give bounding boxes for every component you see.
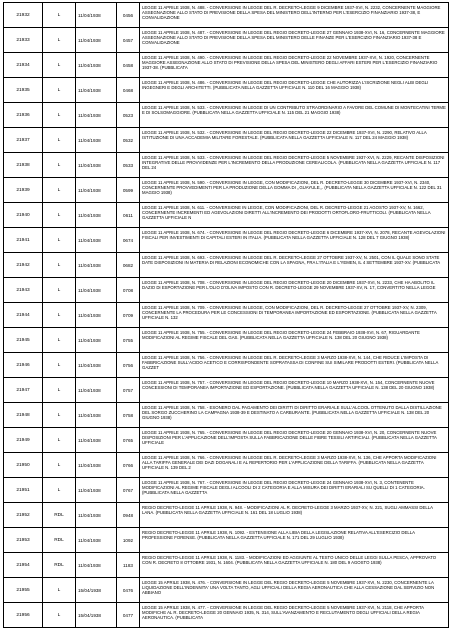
record-number: 21955 (4, 578, 43, 603)
record-text (140, 178, 449, 203)
record-number: 21952 (4, 503, 43, 528)
table-row (4, 53, 449, 78)
table-row (4, 28, 449, 53)
record-date: 11/04/1938 (76, 478, 117, 503)
record-type: L (43, 253, 76, 278)
table-row (4, 428, 449, 453)
record-text-content: LEGGE 11 APRILE 1938, N. 590. - CONVERSIONE IN LEGGE, CON MODIFICAZIONI, DEL R. DECRETO-LEGGE 30 DICEMBRE 1937-XVI, N. 2340, CONCERNENTE PROVVEDIMENTI PER LA PRODUZIONE DELLA GOMMA DI ,,GUAYULE,,. (PUBBLICATA NELLA GAZZETTA UFFICIALE N. 122 DEL 31 MAGGIO 1938) (142, 180, 442, 195)
record-number: 21941 (4, 228, 43, 253)
record-text (140, 478, 449, 503)
record-text (140, 503, 449, 528)
record-page: 0765 (117, 428, 140, 453)
record-type: L (43, 328, 76, 353)
record-date: 11/04/1938 (76, 78, 117, 103)
record-page: 0477 (117, 603, 140, 628)
record-page: 0674 (117, 228, 140, 253)
record-number: 21939 (4, 178, 43, 203)
table-row (4, 353, 449, 378)
record-text-content: LEGGE 11 APRILE 1938, N. 486. - CONVERSIONE IN LEGGE DEL REGIO DECRETO-LEGGE CHE AUTORIZZA L'ISCRIZIONE NEGLI ALBI DEGLI INGEGNERI E DEGLI ARCHITETTI. (PUBBLICATA NELLA GAZZETTA UFFICIALE N. 110 DEL 16 MAGGIO 1938) (142, 80, 429, 90)
record-date: 11/04/1938 (76, 553, 117, 578)
record-text-content: LEGGE 11 APRILE 1938, N. 490. - CONVERSIONE IN LEGGE DEL REGIO DECRETO-LEGGE 22 NOVEMBRE 1937-XVI, N. 1920, CONCERNENTE MAGGIORE ASSEGNAZIONE ALLO STATO DI PREVISIONE DELLA SPESA DEL MINISTERO DEGLI AFFARI ESTERI PER L'ESERCIZIO FINANZIARIO 1937-38. (PUBBLICATA (142, 55, 438, 70)
record-type: L (43, 378, 76, 403)
table-row (4, 278, 449, 303)
record-page: 1183 (117, 553, 140, 578)
record-type: L (43, 153, 76, 178)
record-text-content: REGIO DECRETO-LEGGE 11 APRILE 1938, N. 1092. - ESTENSIONE ALLA LIBIA DELLA LEGISLAZIONE RELATIVA ALL'ESERCIZIO DELLA PROFESSIONE FORENSE. (PUBBLICATA NELLA GAZZETTA UFFICIALE N. 171 DEL 29 LUGLIO 1938) (142, 530, 415, 540)
table-row (4, 78, 449, 103)
record-date: 11/04/1938 (76, 503, 117, 528)
record-text (140, 553, 449, 578)
record-text (140, 328, 449, 353)
record-page: 0533 (117, 153, 140, 178)
record-number: 21935 (4, 78, 43, 103)
record-page: 0948 (117, 503, 140, 528)
record-text (140, 303, 449, 328)
records-table-body (4, 3, 449, 628)
table-row (4, 503, 449, 528)
record-number: 21944 (4, 303, 43, 328)
record-page: 0709 (117, 303, 140, 328)
record-text-content: LEGGE 15 APRILE 1938, N. 476. - CONVERSIONE IN LEGGE DEL REGIO DECRETO-LEGGE 5 NOVEMBRE 1937-XVI, N. 2230, CONCERNENTE LA LIQUIDAZIONE DELL'INDENNITA' UNA VOLTA TANTO, AGLI UFFICIALI DELLA REGIA AERONAUTICA CHE ALLA CESSAZIONE DAL SERVIZIO NON ABBIANO (142, 580, 435, 595)
record-page: 0476 (117, 578, 140, 603)
record-type: RDL (43, 503, 76, 528)
record-type: L (43, 128, 76, 153)
table-row (4, 478, 449, 503)
record-text-content: LEGGE 11 APRILE 1938, N. 757. - CONVERSIONE IN LEGGE DEL REGIO DECRETO-LEGGE 10 MARZO 1938-XVI, N. 154, CONCERNENTE NUOVE CONCESSIONI DI TEMPORANEA IMPORTAZIONE ED ESPORTAZIONE. (PUBBLICATA NELLA GAZZETTA UFFICIALE N. 138 DEL 20 GIUGNO 1938) (142, 380, 435, 390)
record-text (140, 53, 449, 78)
record-date: 11/04/1938 (76, 228, 117, 253)
record-date: 11/04/1938 (76, 203, 117, 228)
record-date: 11/04/1938 (76, 403, 117, 428)
record-text (140, 403, 449, 428)
table-row (4, 553, 449, 578)
table-row (4, 403, 449, 428)
record-date: 11/04/1938 (76, 253, 117, 278)
record-text (140, 278, 449, 303)
record-text-content: LEGGE 11 APRILE 1938, N. 758. - ESONERO DAL PAGAMENTO DEI DIRITTI DI DIRITTO ERARIALE SULL'ALCOOL OTTENUTO DALLA DISTILLAZIONE DEL SORGO ZUCCHERINO LA CAMPAGNA 1938-39 E DESTINATO A CARBURANTE. (PUBBLICATA NELLA GAZZETTA UFFICIALE N. 138 DEL 20 GIUGNO 1938) (142, 405, 442, 420)
record-page: 0457 (117, 28, 140, 53)
record-number: 21954 (4, 553, 43, 578)
record-page: 0757 (117, 378, 140, 403)
record-text (140, 378, 449, 403)
record-text (140, 428, 449, 453)
record-number: 21937 (4, 128, 43, 153)
record-number: 21945 (4, 328, 43, 353)
record-text-content: LEGGE 11 APRILE 1938, N. 709. - CONVERSIONE IN LEGGE, CON MODIFICAZIONI, DEL R. DECRETO-LEGGE 27 OTTOBRE 1937-XV, N. 2309, CONCERNENTE LA PROCEDURA PER LE CONCESSIONI DI TEMPORANEA IMPORTAZIONE ED ESPORTAZIONE. (PUBBLICATA NELLA GAZZETTA UFFICIALE N. 132 (142, 305, 437, 320)
record-date: 11/04/1938 (76, 28, 117, 53)
record-text-content: LEGGE 11 APRILE 1938, N. 533. - CONVERSIONE IN LEGGE DEL REGIO DECRETO-LEGGE 5 NOVEMBRE 1937-XVI, N. 2229, RECANTE DISPOSIZIONI INTEGRATIVE DELLE PROVVIDENZE PER L'INCREMENTO DELLA PRODUZIONE CEREALICOLA. (PUBBLICATA NELLA GAZZETTA UFFICIALE N. 117 DEL 24 (142, 155, 445, 170)
record-number: 21946 (4, 353, 43, 378)
record-type: L (43, 203, 76, 228)
table-row (4, 203, 449, 228)
record-page: 0766 (117, 453, 140, 478)
record-date: 11/04/1938 (76, 153, 117, 178)
record-number: 21932 (4, 3, 43, 28)
record-date: 11/04/1938 (76, 103, 117, 128)
record-type: L (43, 103, 76, 128)
record-text (140, 103, 449, 128)
record-date: 15/04/1938 (76, 603, 117, 628)
record-page: 0532 (117, 128, 140, 153)
record-text (140, 78, 449, 103)
record-date: 11/04/1938 (76, 453, 117, 478)
records-table (3, 2, 449, 628)
record-type: L (43, 603, 76, 628)
record-type: L (43, 53, 76, 78)
record-date: 15/04/1938 (76, 578, 117, 603)
record-type: RDL (43, 528, 76, 553)
record-text-content: LEGGE 11 APRILE 1938, N. 674. - CONVERSIONE IN LEGGE DEL REGIO DECRETO-LEGGE 6 DICEMBRE 1937-XVI, N. 2078, RECANTE AGEVOLAZIONI FISCALI PER INVESTIMENTI DI CAPITALI ESTERI IN ITALIA. (PUBBLICATA NELLA GAZZETTA UFFICIALE N. 128 DEL 7 GIUGNO 1938) (142, 230, 446, 240)
record-type: L (43, 278, 76, 303)
table-row (4, 453, 449, 478)
record-text-content: REGIO DECRETO-LEGGE 11 APRILE 1938, N. 948. - MODIFICAZIONI AL R. DECRETO-LEGGE 3 MARZO 1937-XV, N. 221, SUGLI AMMASSI DELLA LANA. (PUBBLICATA NELLA GAZZETTA UFFICIALE N. 161 DEL 18 LUGLIO 1938) (142, 505, 433, 515)
table-row (4, 228, 449, 253)
record-text (140, 578, 449, 603)
record-page: 0458 (117, 53, 140, 78)
record-text (140, 603, 449, 628)
record-type: L (43, 303, 76, 328)
record-text (140, 453, 449, 478)
record-page: 0599 (117, 178, 140, 203)
record-number: 21934 (4, 53, 43, 78)
record-type: L (43, 78, 76, 103)
table-row (4, 328, 449, 353)
record-text-content: LEGGE 11 APRILE 1938, N. 488. - CONVERSIONE IN LEGGE DEL R. DECRETO-LEGGE 9 DICEMBRE 1937-XVI, N. 2232, CONCERNENTE MAGGIORE ASSEGNAZIONE ALLO STATO DI PREVISIONE DELLA SPESA DEL MINISTERO DELL'INTERNO PER L'ESERCIZIO FINANZIARIO 1937-38, E CONVALIDAZIONE (142, 5, 441, 20)
record-text-content: LEGGE 11 APRILE 1938, N. 767. - CONVERSIONE IN LEGGE DEL REGIO DECRETO-LEGGE 24 GENNAIO 1938-XVI, N. 3, CONTENENTE MODIFICAZIONI AL REGIME FISCALE DEGLI ALCOOLI DI 2 CATEGORIA E ALLA MISURA DEI DIRITTI ERARIALI SU QUELLI DI 1 CATEGORIA. (PUBBLICATA NELLA GAZZETTA (142, 480, 425, 495)
record-number: 21943 (4, 278, 43, 303)
table-row (4, 128, 449, 153)
table-row (4, 253, 449, 278)
record-page: 0456 (117, 3, 140, 28)
record-number: 21956 (4, 603, 43, 628)
record-date: 11/04/1938 (76, 128, 117, 153)
record-text (140, 353, 449, 378)
record-text-content: REGIO DECRETO-LEGGE 11 APRILE 1938, N. 1183. - MODIFICAZIONI ED AGGIUNTE AL TESTO UNICO DELLE LEGGI SULLA PESCA, APPROVATO CON R. DECRETO 8 OTTOBRE 1931, N. 1604. (PUBBLICATA NELLA GAZZETTA UFFICIALE N. 180 DEL 9 AGOSTO 1938) (142, 555, 437, 565)
record-page: 0756 (117, 353, 140, 378)
record-text-content: LEGGE 11 APRILE 1938, N. 533. - CONVERSIONE IN LEGGE DI UN CONTRIBUTO STRAORDINARIO A FAVORE DEL COMUNE DI MONTECATINI TERME E DI SOLSOMAGGIORE. (PUBBLICATA NELLA GAZZETTA UFFICIALE N. 115 DEL 21 MAGGIO 1938) (142, 105, 446, 115)
record-date: 11/04/1938 (76, 528, 117, 553)
record-page: 0708 (117, 278, 140, 303)
table-row (4, 378, 449, 403)
record-text-content: LEGGE 11 APRILE 1938, N. 611. - CONVERSIONE IN LEGGE, CON MODIFICAZIONI, DEL R. DECRETO-LEGGE 21 AGOSTO 1937-XV, N. 1662, CONCERNENTE INCREMENTI ED AGEVOLAZIONI DIRETTI ALL'INCREMENTO DEI PRODOTTI ORTOFLORO-FRUTTICOLI. (PUBBLICATA NELLA GAZZETTA UFFICIALE N (142, 205, 431, 220)
record-text-content: LEGGE 11 APRILE 1938, N. 532. - CONVERSIONE IN LEGGE DEL REGIO DECRETO-LEGGE 22 DICEMBRE 1937-XVI, N. 2290, RELATIVO ALLA ISTITUZIONE DI UNA ACCADEMIA MILITARE FORESTALE. (PUBBLICATA NELLA GAZZETTA UFFICIALE N. 117 DEL 24 MAGGIO 1938) (142, 130, 427, 140)
record-text-content: LEGGE 11 APRILE 1938, N. 765. - CONVERSIONE IN LEGGE DEL REGIO DECRETO-LEGGE 20 GENNAIO 1938-XVI, N. 20, CONCERNENTE NUOVE DISPOSIZIONI PER L'APPLICAZIONE DELL'IMPOSTA SULLA FABBRICAZIONE DELLE FIBRE TESSILI ARTIFICIALI. (PUBBLICATA NELLA GAZZETTA UFFICIALE (142, 430, 437, 445)
record-number: 21949 (4, 428, 43, 453)
record-text-content: LEGGE 11 APRILE 1938, N. 756. - CONVERSIONE IN LEGGE DEL R. DECRETO-LEGGE 3 MARZO 1938-XVI, N. 144, CHE RIDUCE L'IMPOSTA DI FABBRICAZIONE SULL'ACIDO ACETICO E CORRISPONDENTE SOPRATASSA DI CONFINE SUI SIMILARE PRODOTTI ESTERI. (PUBBLICATA NELLA GAZZET (142, 355, 439, 370)
record-number: 21933 (4, 28, 43, 53)
record-text (140, 228, 449, 253)
record-type: L (43, 428, 76, 453)
record-type: L (43, 403, 76, 428)
record-page: 0758 (117, 403, 140, 428)
record-date: 11/04/1938 (76, 378, 117, 403)
table-row (4, 578, 449, 603)
record-text (140, 528, 449, 553)
record-type: L (43, 478, 76, 503)
record-type: L (43, 3, 76, 28)
table-row (4, 178, 449, 203)
record-type: L (43, 353, 76, 378)
record-date: 11/04/1938 (76, 428, 117, 453)
record-date: 11/04/1938 (76, 353, 117, 378)
record-text-content: LEGGE 11 APRILE 1938, N. 755. - CONVERSIONE IN LEGGE DEL REGIO DECRETO-LEGGE 24 FEBBRAIO 1938-XVI, N. 67, RIGUARDANTE MODIFICAZIONI AL REGIME FISCALE DEL GAS. (PUBBLICATA NELLA GAZZETTA UFFICIALE N. 138 DEL 20 GIUGNO 1938) (142, 330, 420, 340)
record-text-content: LEGGE 11 APRILE 1938, N. 708. - CONVERSIONE IN LEGGE DEL REGIO DECRETO-LEGGE 20 DICEMBRE 1937-XVI, N. 2233, CHE HA ABOLITO IL DAZIO DI ESPORTAZIONE PER L'OLIO D'OLIVA IMPOSTO CON R. DECRETO-LEGGE 29 NOVEMBRE 1937-XV, N. 17, CONVERTITO NELLA LEGGE (142, 280, 436, 290)
record-text (140, 203, 449, 228)
record-type: RDL (43, 553, 76, 578)
record-type: L (43, 178, 76, 203)
record-page: 0682 (117, 253, 140, 278)
record-number: 21951 (4, 478, 43, 503)
record-date: 11/04/1938 (76, 278, 117, 303)
record-number: 21947 (4, 378, 43, 403)
table-row (4, 3, 449, 28)
record-type: L (43, 578, 76, 603)
record-page: 1092 (117, 528, 140, 553)
record-text-content: LEGGE 11 APRILE 1938, N. 766. - CONVERSIONE IN LEGGE DEL R. DECRETO-LEGGE 3 MARZO 1938-XVI, N. 136, CHE APPORTA MODIFICAZIONI ALLA TARIFFA GENERALE DEI DAZI DOGANALI E AL REPERTORIO PER L'APPLICAZIONE DELLA TARIFFA. (PUBBLICATA NELLA GAZZETTA UFFICIALE N. 139 DEL 2 (142, 455, 437, 470)
record-text-content: LEGGE 11 APRILE 1938, N. 693. - CONVERSIONE IN LEGGE DEL R. DECRETO-LEGGE 27 OTTOBRE 1937-XV, N. 2501, CON IL QUALE SONO STATE DATE DISPOSIZIONI IN MATERIA DI RELAZIONI ECONOMICHE CON LA SPAGNA, FRA L'ITALIA E L'YEMEN, IL 4 SETTEMBRE 1937-XV. (PUBBLICATA (142, 255, 441, 265)
record-date: 11/04/1938 (76, 303, 117, 328)
table-row (4, 528, 449, 553)
record-type: L (43, 28, 76, 53)
record-date: 11/04/1938 (76, 328, 117, 353)
record-text (140, 28, 449, 53)
record-page: 0523 (117, 103, 140, 128)
record-number: 21938 (4, 153, 43, 178)
record-type: L (43, 453, 76, 478)
record-page: 0468 (117, 78, 140, 103)
record-page: 0611 (117, 203, 140, 228)
record-date: 11/04/1938 (76, 178, 117, 203)
record-text (140, 153, 449, 178)
record-number: 21950 (4, 453, 43, 478)
record-page: 0755 (117, 328, 140, 353)
table-row (4, 603, 449, 628)
record-page: 0767 (117, 478, 140, 503)
record-text-content: LEGGE 15 APRILE 1938, N. 477. - CONVERSIONE IN LEGGE DEL REGIO DECRETO-LEGGE 5 NOVEMBRE 1937-XVI, N. 2118, CHE APPORTA MODIFICHE AL R. DECRETO-LEGGE 20 GENNAIO 1935, N. 314, SULL'AVANZAMENTO E RECLUTAMENTO DEGLI UFFICIALI DELLA REGIA AERONAUTICA. (PUBBLICATA (142, 605, 424, 620)
record-text-content: LEGGE 11 APRILE 1938, N. 487. - CONVERSIONE IN LEGGE DEL REGIO DECRETO-LEGGE 27 GENNAIO 1938-XVI, N. 16, CONCERNENTE MAGGIORE ASSEGNAZIONE ALLO STATO DI PREVISIONE DELLA SPESA DEL MINISTERO DELLE FINANZE PER L'ESERCIZIO FINANZIARIO 1937-38 E CONVALIDAZIONE (142, 30, 445, 45)
record-number: 21948 (4, 403, 43, 428)
record-number: 21942 (4, 253, 43, 278)
record-text (140, 253, 449, 278)
record-date: 11/04/1938 (76, 3, 117, 28)
record-text (140, 3, 449, 28)
table-row (4, 303, 449, 328)
record-text (140, 128, 449, 153)
record-number: 21940 (4, 203, 43, 228)
record-date: 11/04/1938 (76, 53, 117, 78)
table-row (4, 153, 449, 178)
record-number: 21936 (4, 103, 43, 128)
table-row (4, 103, 449, 128)
record-number: 21953 (4, 528, 43, 553)
record-type: L (43, 228, 76, 253)
